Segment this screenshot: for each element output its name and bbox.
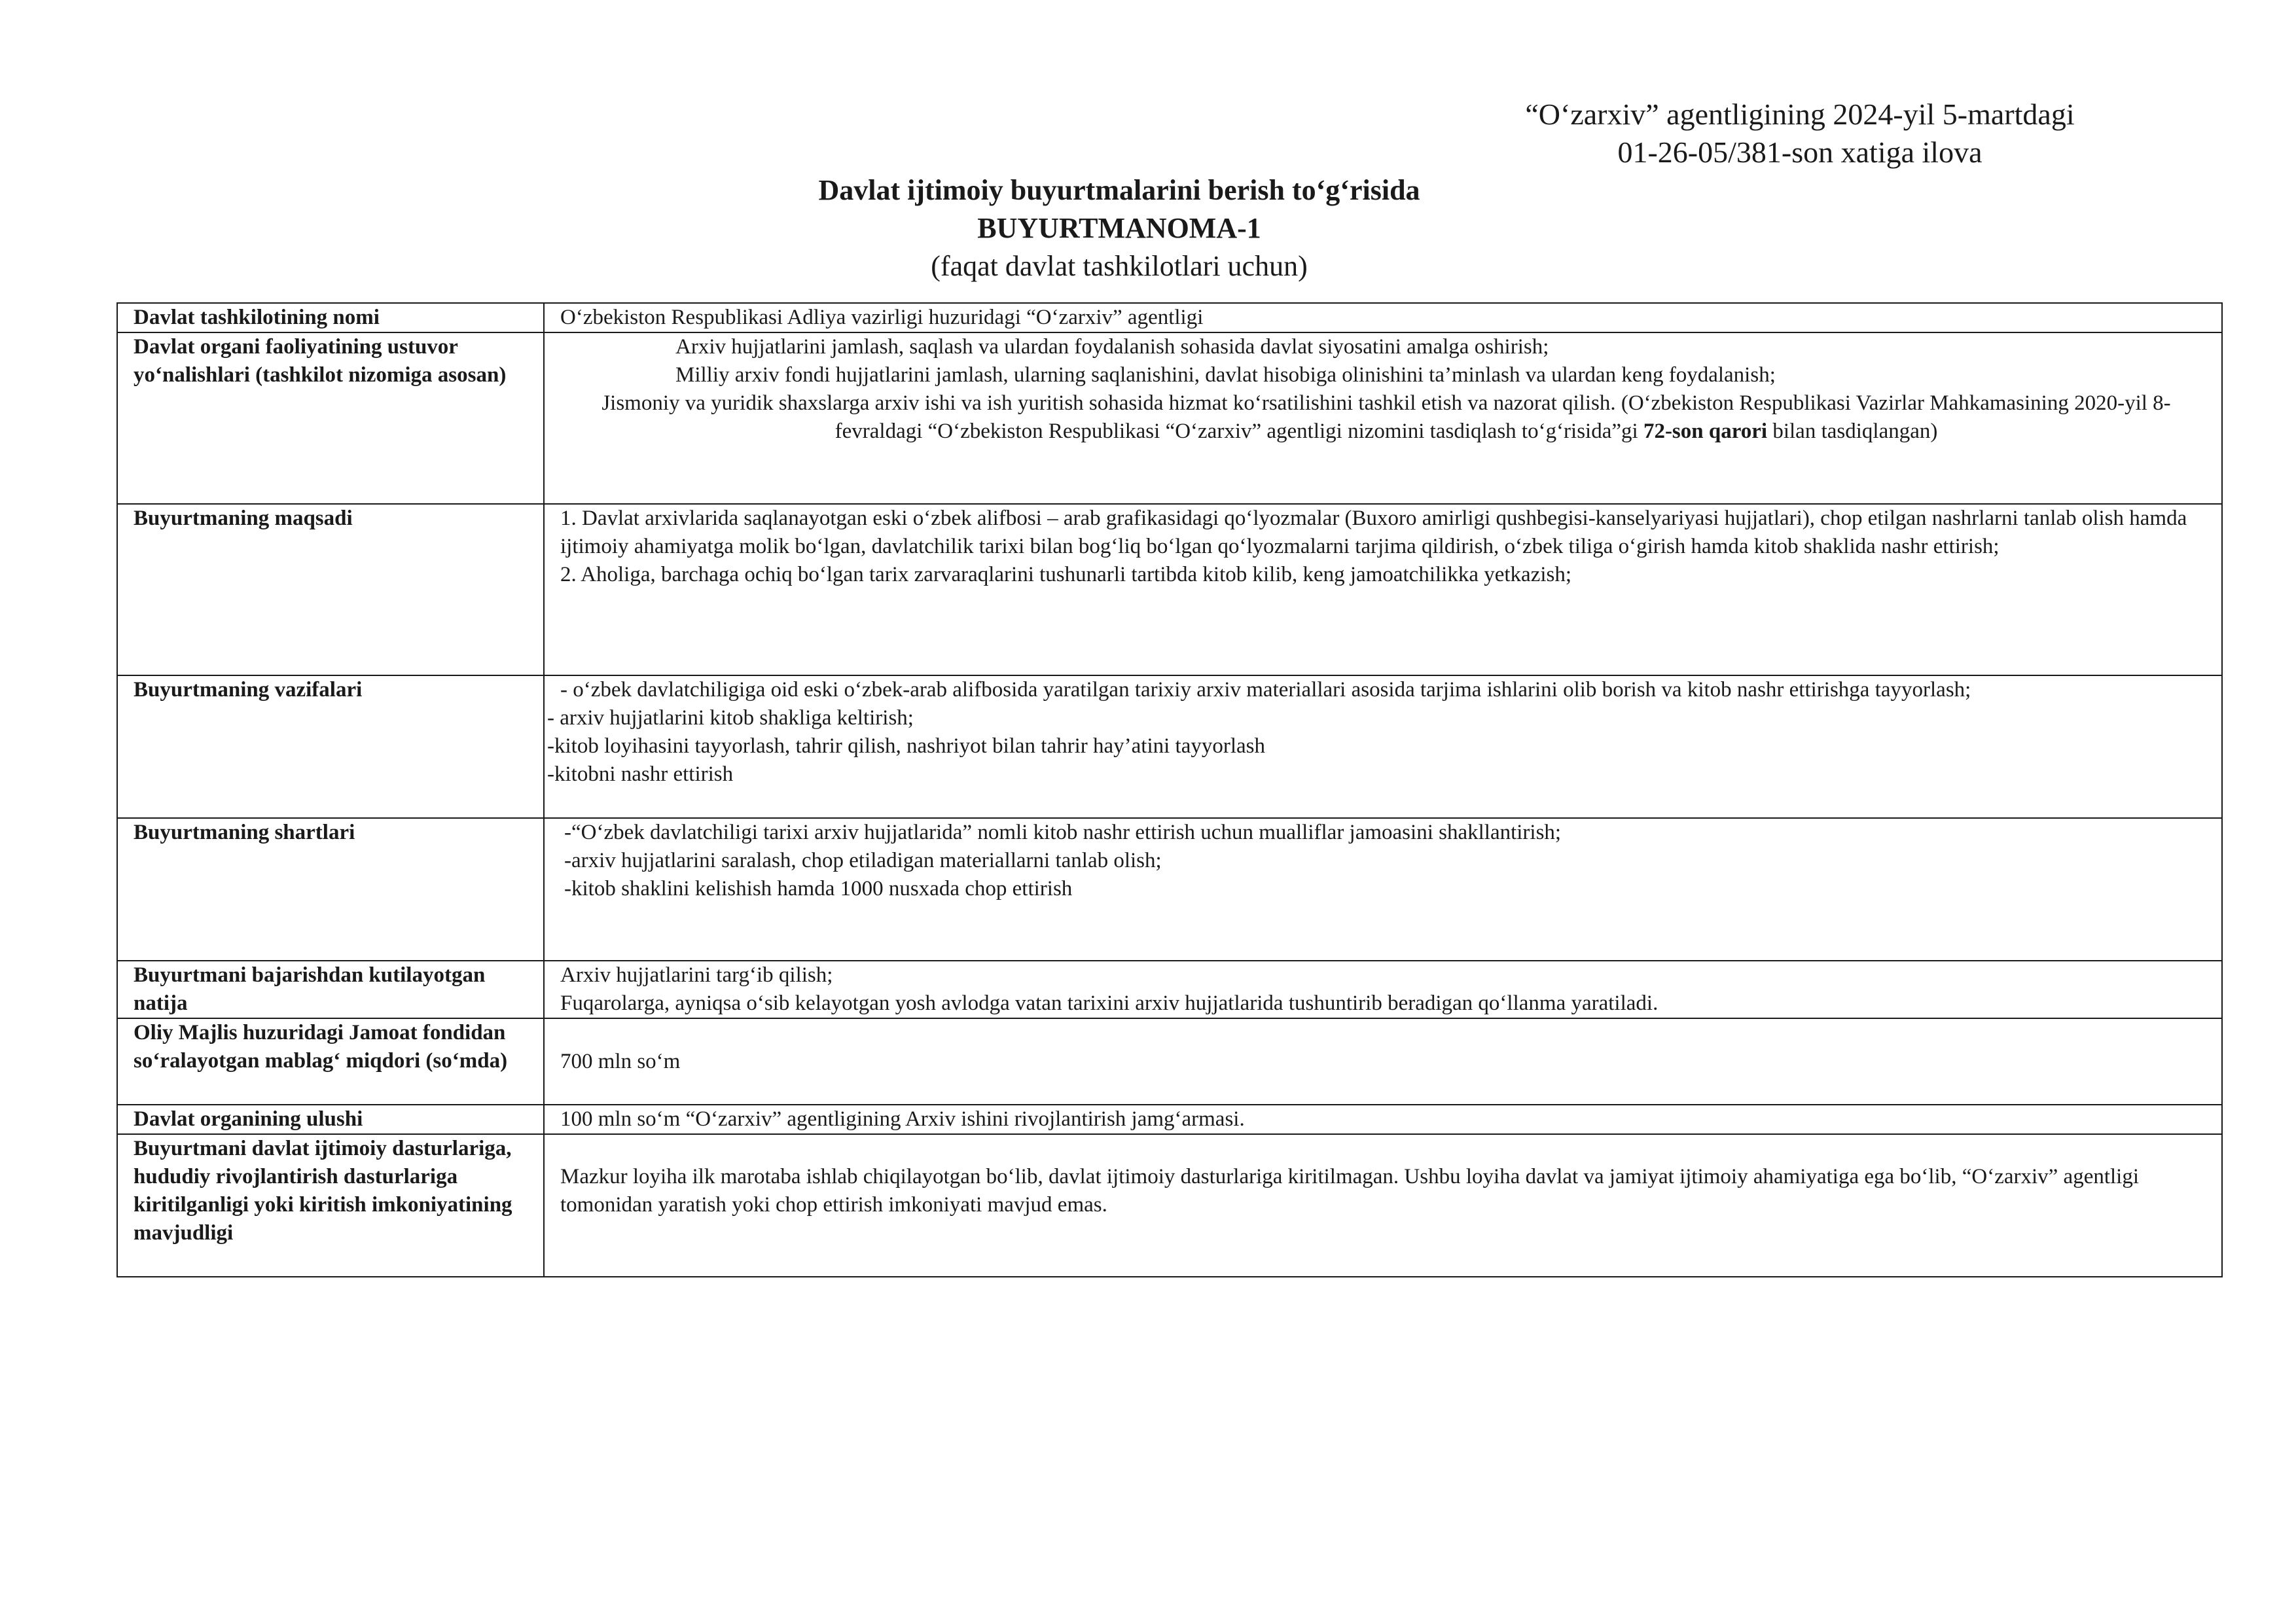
priority-line3-end: bilan tasdiqlangan) [1767,419,1938,443]
title-line3: (faqat davlat tashkilotlari uchun) [931,250,1308,282]
label-tasks: Buyurtmaning vazifalari [117,675,544,818]
label-inclusion: Buyurtmani davlat ijtimoiy dasturlariga, hududiy rivojlantirish dasturlariga kiritilganligi yoki kiritish imkoniyatining mavjudligi [117,1134,544,1277]
order-table [117,302,2223,1277]
priority-line3-text: Jismoniy va yuridik shaxslarga arxiv ishi va ish yuritish sohasida hizmat ko‘rsatilishini tashkil etish va nazorat qilish. (O‘zbekiston Respublikasi Vazirlar Mahkamasining 2020-yil 8-fevraldagi “O‘zbekiston Respublikasi “O‘zarxiv” agentligi nizomini tasdiqlash to‘g‘risida”gi [601,391,2171,443]
value-funding [544,1018,2222,1105]
value-goal [544,504,2222,675]
share-amount: 100 mln so‘m “O‘zarxiv” agentligining Arxiv ishini rivojlantirish jamg‘armasi. [560,1107,1245,1131]
value-share [544,1105,2222,1134]
priority-line1: Arxiv hujjatlarini jamlash, saqlash va ulardan foydalanish sohasida davlat siyosatini amalga oshirish; [675,335,1549,359]
table-row-funding [117,1018,2222,1105]
decree-number: 72-son qarori [1643,419,1768,443]
label-goal: Buyurtmaning maqsadi [117,504,544,675]
tasks-item2: - arxiv hujjatlarini kitob shakliga keltirish; [547,706,914,730]
table-row-inclusion [117,1134,2222,1277]
value-inclusion [544,1134,2222,1277]
label-result: Buyurtmani bajarishdan kutilayotgan natija [117,961,544,1018]
attachment-note-line2: 01-26-05/381-son xatiga ilova [1617,135,1982,169]
result-line2: Fuqarolarga, ayniqsa o‘sib kelayotgan yosh avlodga vatan tarixini arxiv hujjatlarida tushuntirib beradigan qo‘llanma yaratiladi. [560,991,1659,1015]
goal-item1: 1. Davlat arxivlarida saqlanayotgan eski o‘zbek alifbosi – arab grafikasidagi qo‘lyozmalar (Buxoro amirligi qushbegisi-kanselyariyasi hujjatlari), chop etilgan nashrlarni tanlab olish hamda ijtimoiy ahamiyatga molik bo‘lgan, davlatchilik tarixi bilan bog‘liq bo‘lgan qo‘lyozmalarni tarjima qildirish, o‘zbek tiliga o‘girish hamda kitob shaklida nashr ettirish; [560,507,2187,558]
table-row-result [117,961,2222,1018]
inclusion-text: Mazkur loyiha ilk marotaba ishlab chiqilayotgan bo‘lib, davlat ijtimoiy dasturlariga kiritilmagan. Ushbu loyiha davlat va jamiyat ijtimoiy ahamiyatiga ega bo‘lib, “O‘zarxiv” agentligi tomonidan yaratish yoki chop ettirish imkoniyati mavjud emas. [560,1165,2140,1217]
value-conditions [544,818,2222,961]
value-org-name [544,303,2222,332]
table-row-priorities [117,332,2222,504]
attachment-note-line1: “O‘zarxiv” agentligining 2024-yil 5-martdagi [1525,98,2075,131]
label-conditions: Buyurtmaning shartlari [117,818,544,961]
value-org-name-text: O‘zbekiston Respublikasi Adliya vazirligi huzuridagi “O‘zarxiv” agentligi [560,306,1204,329]
document-title [0,171,2238,285]
table-row-org-name [117,303,2222,332]
value-tasks [544,675,2222,818]
label-share: Davlat organining ulushi [117,1105,544,1134]
title-line1: Davlat ijtimoiy buyurtmalarini berish to‘g‘risida [818,174,1420,206]
conditions-item3: -kitob shaklini kelishish hamda 1000 nusxada chop ettirish [564,877,1073,901]
conditions-item2: -arxiv hujjatlarini saralash, chop etiladigan materiallarni tanlab olish; [564,849,1162,872]
funding-amount: 700 mln so‘m [560,1049,681,1073]
value-result [544,961,2222,1018]
attachment-note [1492,96,2108,171]
value-priorities [544,332,2222,504]
table-row-goal [117,504,2222,675]
priority-line2: Milliy arxiv fondi hujjatlarini jamlash, ularning saqlanishini, davlat hisobiga olinishini ta’minlash va ulardan keng foydalanish; [675,363,1776,387]
label-funding: Oliy Majlis huzuridagi Jamoat fondidan so‘ralayotgan mablag‘ miqdori (so‘mda) [117,1018,544,1105]
table-row-conditions [117,818,2222,961]
tasks-item3: -kitob loyihasini tayyorlash, tahrir qilish, nashriyot bilan tahrir hay’atini tayyorlash [547,734,1266,758]
priority-line3 [545,389,2212,446]
table-row-share [117,1105,2222,1134]
result-line1: Arxiv hujjatlarini targ‘ib qilish; [560,963,833,987]
label-org-name: Davlat tashkilotining nomi [117,303,544,332]
goal-item2: 2. Aholiga, barchaga ochiq bo‘lgan tarix zarvaraqlarini tushunarli tartibda kitob kilib, keng jamoatchilikka yetkazish; [560,563,1572,586]
tasks-item1: - o‘zbek davlatchiligiga oid eski o‘zbek-arab alifbosida yaratilgan tarixiy arxiv materiallari asosida tarjima ishlarini olib borish va kitob nashr ettirishga tayyorlash; [560,678,1971,702]
conditions-item1: -“O‘zbek davlatchiligi tarixi arxiv hujjatlarida” nomli kitob nashr ettirish uchun mualliflar jamoasini shakllantirish; [564,821,1562,844]
table-row-tasks [117,675,2222,818]
title-line2: BUYURTMANOMA-1 [977,212,1261,244]
tasks-item4: -kitobni nashr ettirish [547,762,734,786]
label-priorities: Davlat organi faoliyatining ustuvor yo‘nalishlari (tashkilot nizomiga asosan) [117,332,544,504]
